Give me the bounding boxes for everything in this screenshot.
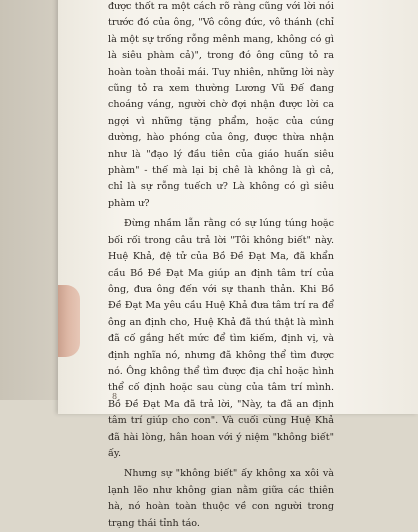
holding-finger (58, 285, 80, 357)
page-number: 8 (112, 392, 118, 401)
paragraph-2: Đừng nhầm lẫn rằng có sự lúng túng hoặc bối rối trong câu trả lời "Tôi không biết" này. Huệ Khả, đệ tử của Bồ Đề Đạt Ma, đã khẩn cầu Bồ Đề Đạt Ma giúp an định tâm trí của ông, đưa ông đến với sự thanh thản. Khi Bồ Đề Đạt Ma yêu cầu Huệ Khả đưa tâm trí ra để ông an định cho, Huệ Khả đã thú thật là mình đã cố gắng hết mức để tìm kiếm, định vị, và định nghĩa nó, nhưng đã không thể tìm được nó. Ông không thể tìm được địa chỉ hoặc hình thể cố định hoặc sau cùng của tâm trí mình. Bồ Đề Đạt Ma đã trả lời, "Này, ta đã an định tâm trí giúp cho con". Và cuối cùng Huệ Khả đã hài lòng, hân hoan với ý niệm "không biết" ấy. (108, 218, 334, 459)
page-text (108, 0, 334, 532)
paragraph-1: được thốt ra một cách rõ ràng cũng với lời nói trước đó của ông, "Vô công đức, vô thánh (chỉ là một sự trống rỗng mênh mang, không có gì là siêu phàm cả)", trong đó ông cũng tỏ ra hoàn toàn thoải mái. Tuy nhiên, những lời này cũng tỏ ra xem thường Lương Vũ Đế đang choáng váng, người chờ đợi nhận được lời ca ngợi vì những tặng phẩm, hoặc của cúng dường, hào phóng của ông, được thừa nhận như là "đạo lý đầu tiên của giáo huấn siêu phàm" - thế mà lại bị chê là không là gì cả, chỉ là sự rỗng tuếch ư? Là không có gì siêu phàm ư? (108, 1, 334, 209)
paragraph-3: Nhưng sự "không biết" ấy không xa xôi và lạnh lẽo như không gian nằm giữa các thiên hà, nó hoàn toàn thuộc về con người trong trạng thái tỉnh táo. (108, 468, 334, 529)
